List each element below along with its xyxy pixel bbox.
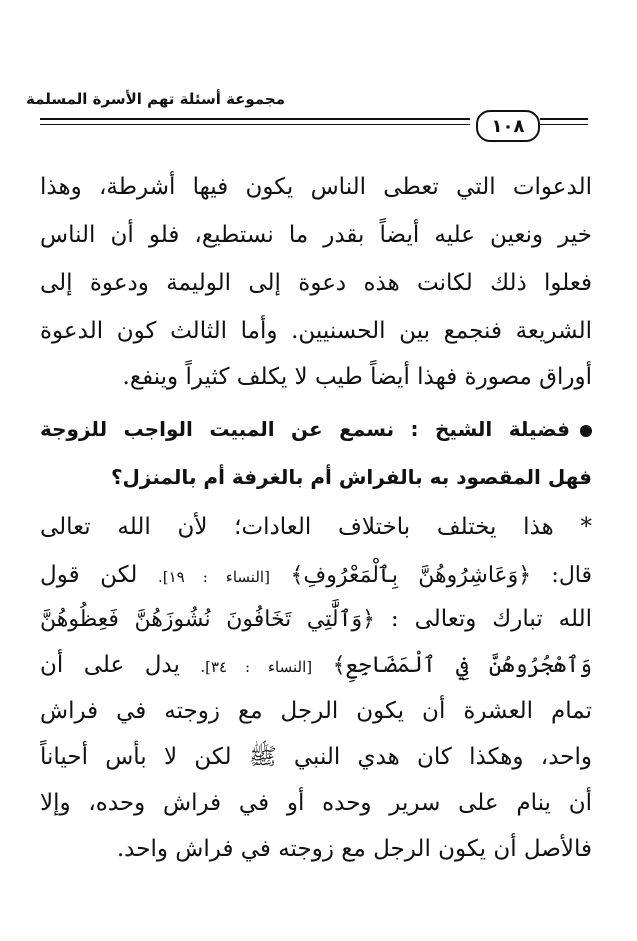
question-text: فضيلة الشيخ : نسمع عن المبيت الواجب للزوجة [40,417,570,441]
answer-line: فالأصل أن يكون الرجل مع زوجته في فراش واحد. [116,836,592,862]
answer-line: * هذا يختلف باختلاف العادات؛ لأن الله تعالى [40,514,592,540]
running-title: مجموعة أسئلة تهم الأسرة المسلمة [26,90,285,108]
paragraph-line: أوراق مصورة فهذا أيضاً طيب لا يكلف كثيراً وينفع. [122,364,592,390]
answer-line [40,604,592,635]
answer-text: يدل على أن [40,652,180,678]
answer-text: لكن قول [40,562,138,588]
paragraph-line: الدعوات التي تعطى الناس يكون فيها أشرطة، وهذا [40,174,592,200]
answer-line: واحد، وهكذا كان هدي النبي ﷺ لكن لا بأس أحياناً [40,744,592,770]
bullet-icon [580,425,592,437]
verse-reference: [النساء : ٣٤]. [200,658,313,676]
verse-reference: [النساء : ١٩]. [157,568,270,586]
page-number: ١٠٨ [476,110,540,142]
paragraph-line: فعلوا ذلك لكانت هذه دعوة إلى الوليمة ودعوة إلى [40,270,592,296]
answer-line [40,560,592,592]
answer-line: تمام العشرة أن يكون الرجل مع زوجته في فراش [40,698,592,724]
quran-verse: ﴿وَٱلَّٰتِي تَخَافُونَ نُشُوزَهُنَّ فَعِظُوهُنَّ [40,607,375,632]
question-line [40,414,592,444]
quran-verse: قال: ﴿وَعَاشِرُوهُنَّ بِٱلْمَعْرُوفِ﴾ [290,563,593,588]
quran-verse: وَٱهْجُرُوهُنَّ فِي ٱلْمَضَاجِعِ﴾ [332,653,592,678]
header-rule-right [40,118,470,128]
answer-line [40,650,592,682]
paragraph-line: خير ونعين عليه أيضاً بقدر ما نستطيع، فلو أن الناس [40,222,592,248]
paragraph-line: الشريعة فنجمع بين الحسنيين. وأما الثالث كون الدعوة [40,318,592,344]
question-line: فهل المقصود به بالفراش أم بالغرفة أم بالمنزل؟ [110,465,592,489]
answer-line: أن ينام على سرير وحده أو في فراش وحده، وإلا [40,790,592,816]
header-rule-left [540,118,588,128]
answer-text: الله تبارك وتعالى : [390,606,592,632]
